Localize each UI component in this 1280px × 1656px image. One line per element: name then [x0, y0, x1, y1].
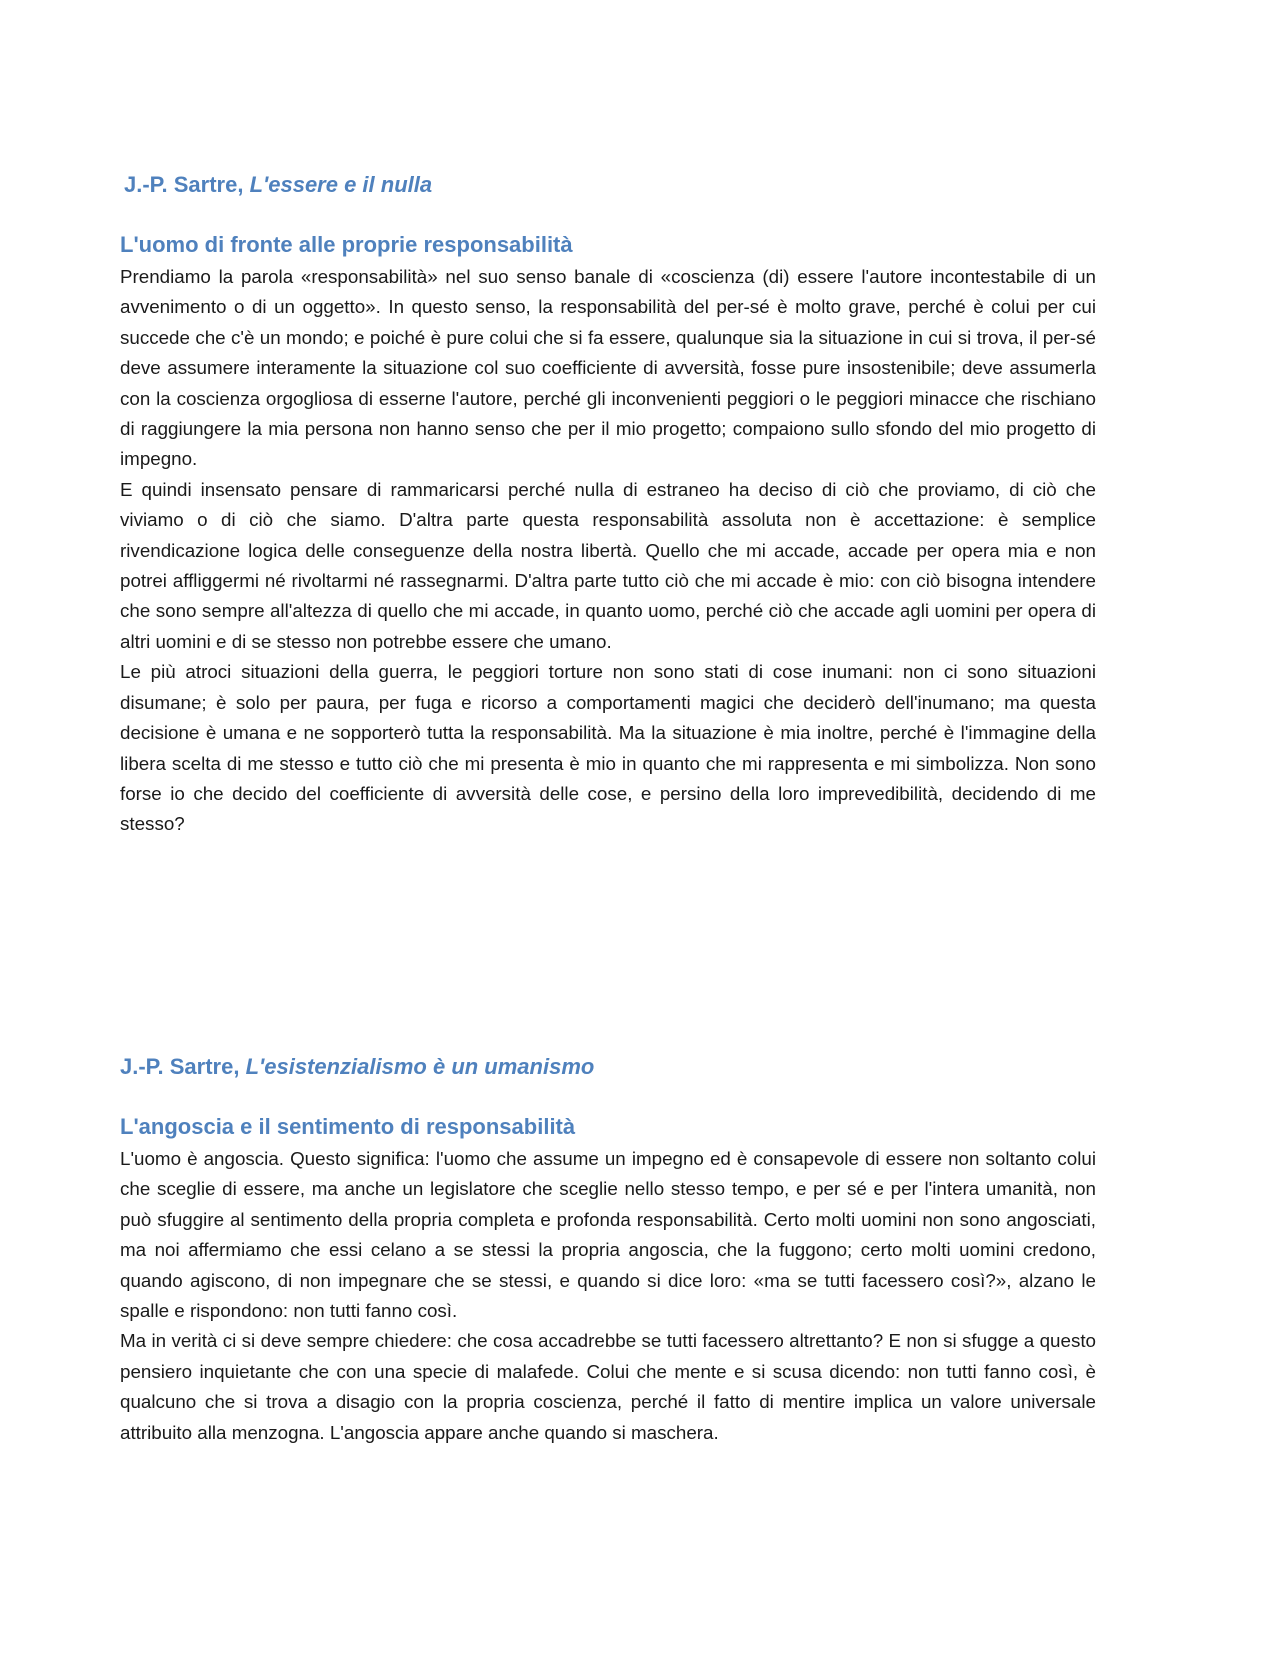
source-author: J.-P. Sartre,: [120, 1054, 246, 1079]
body-paragraph: Le più atroci situazioni della guerra, le peggiori torture non sono stati di cose inumani: non ci sono situazioni disumane; è solo per paura, per fuga e ricorso a comportamenti magici che deciderò dell'inumano; ma questa decisione è umana e ne sopporterò tutta la responsabilità. Ma la situazione è mia inoltre, perché è l'immagine della libera scelta di me stesso e tutto ciò che mi presenta è mio in quanto che mi rappresenta e mi simbolizza. Non sono forse io che decido del coefficiente di avversità delle cose, e persino della loro imprevedibilità, decidendo di me stesso?: [120, 661, 1096, 835]
body-paragraph: L'uomo è angoscia. Questo significa: l'uomo che assume un impegno ed è consapevole di essere non soltanto colui che sceglie di essere, ma anche un legislatore che sceglie nello stesso tempo, e per sé e per l'intera umanità, non può sfuggire al sentimento della propria completa e profonda responsabilità. Certo molti uomini non sono angosciati, ma noi affermiamo che essi celano a se stessi la propria angoscia, che la fuggono; certo molti uomini credono, quando agiscono, di non impegnare che se stessi, e quando si dice loro: «ma se tutti facessero così?», alzano le spalle e rispondono: non tutti fanno così.: [120, 1148, 1096, 1322]
excerpt-heading: L'uomo di fronte alle proprie responsabilità: [120, 232, 573, 257]
source-work-title: L'esistenzialismo è un umanismo: [245, 1054, 595, 1079]
body-paragraph: Prendiamo la parola «responsabilità» nel suo senso banale di «coscienza (di) essere l'autore incontestabile di un avvenimento o di un oggetto». In questo senso, la responsabilità del per-sé è molto grave, perché è colui per cui succede che c'è un mondo; e poiché è pure colui che si fa essere, qualunque sia la situazione in cui si trova, il per-sé deve assumere interamente la situazione col suo coefficiente di avversità, fosse pure insostenibile; deve assumerla con la coscienza orgogliosa di esserne l'autore, perché gli inconvenienti peggiori o le peggiori minacce che rischiano di raggiungere la mia persona non hanno senso che per il mio progetto; compaiono sullo sfondo del mio progetto di impegno.: [120, 266, 1096, 470]
source-author: J.-P. Sartre,: [124, 172, 250, 197]
excerpt-section-esistenzialismo: [120, 1052, 1096, 1448]
excerpt-heading: L'angoscia e il sentimento di responsabilità: [120, 1114, 576, 1139]
source-work-title: L'essere e il nulla: [249, 172, 433, 197]
source-title: [120, 170, 1096, 200]
body-paragraph: Ma in verità ci si deve sempre chiedere: che cosa accadrebbe se tutti facessero altrettanto? E non si sfugge a questo pensiero inquietante che con una specie di malafede. Colui che mente e si scusa dicendo: non tutti fanno così, è qualcuno che si trova a disagio con la propria coscienza, perché il fatto di mentire implica un valore universale attribuito alla menzogna. L'angoscia appare anche quando si maschera.: [120, 1330, 1096, 1443]
body-paragraph: E quindi insensato pensare di rammaricarsi perché nulla di estraneo ha deciso di ciò che proviamo, di ciò che viviamo o di ciò che siamo. D'altra parte questa responsabilità assoluta non è accettazione: è semplice rivendicazione logica delle conseguenze della nostra libertà. Quello che mi accade, accade per opera mia e non potrei affliggermi né rivoltarmi né rassegnarmi. D'altra parte tutto ciò che mi accade è mio: con ciò bisogna intendere che sono sempre all'altezza di quello che mi accade, in quanto uomo, perché ciò che accade agli uomini per opera di altri uomini e di se stesso non potrebbe essere che umano.: [120, 478, 1096, 652]
source-title: [120, 1052, 1096, 1082]
excerpt-section-essere-e-nulla: [120, 170, 1096, 840]
